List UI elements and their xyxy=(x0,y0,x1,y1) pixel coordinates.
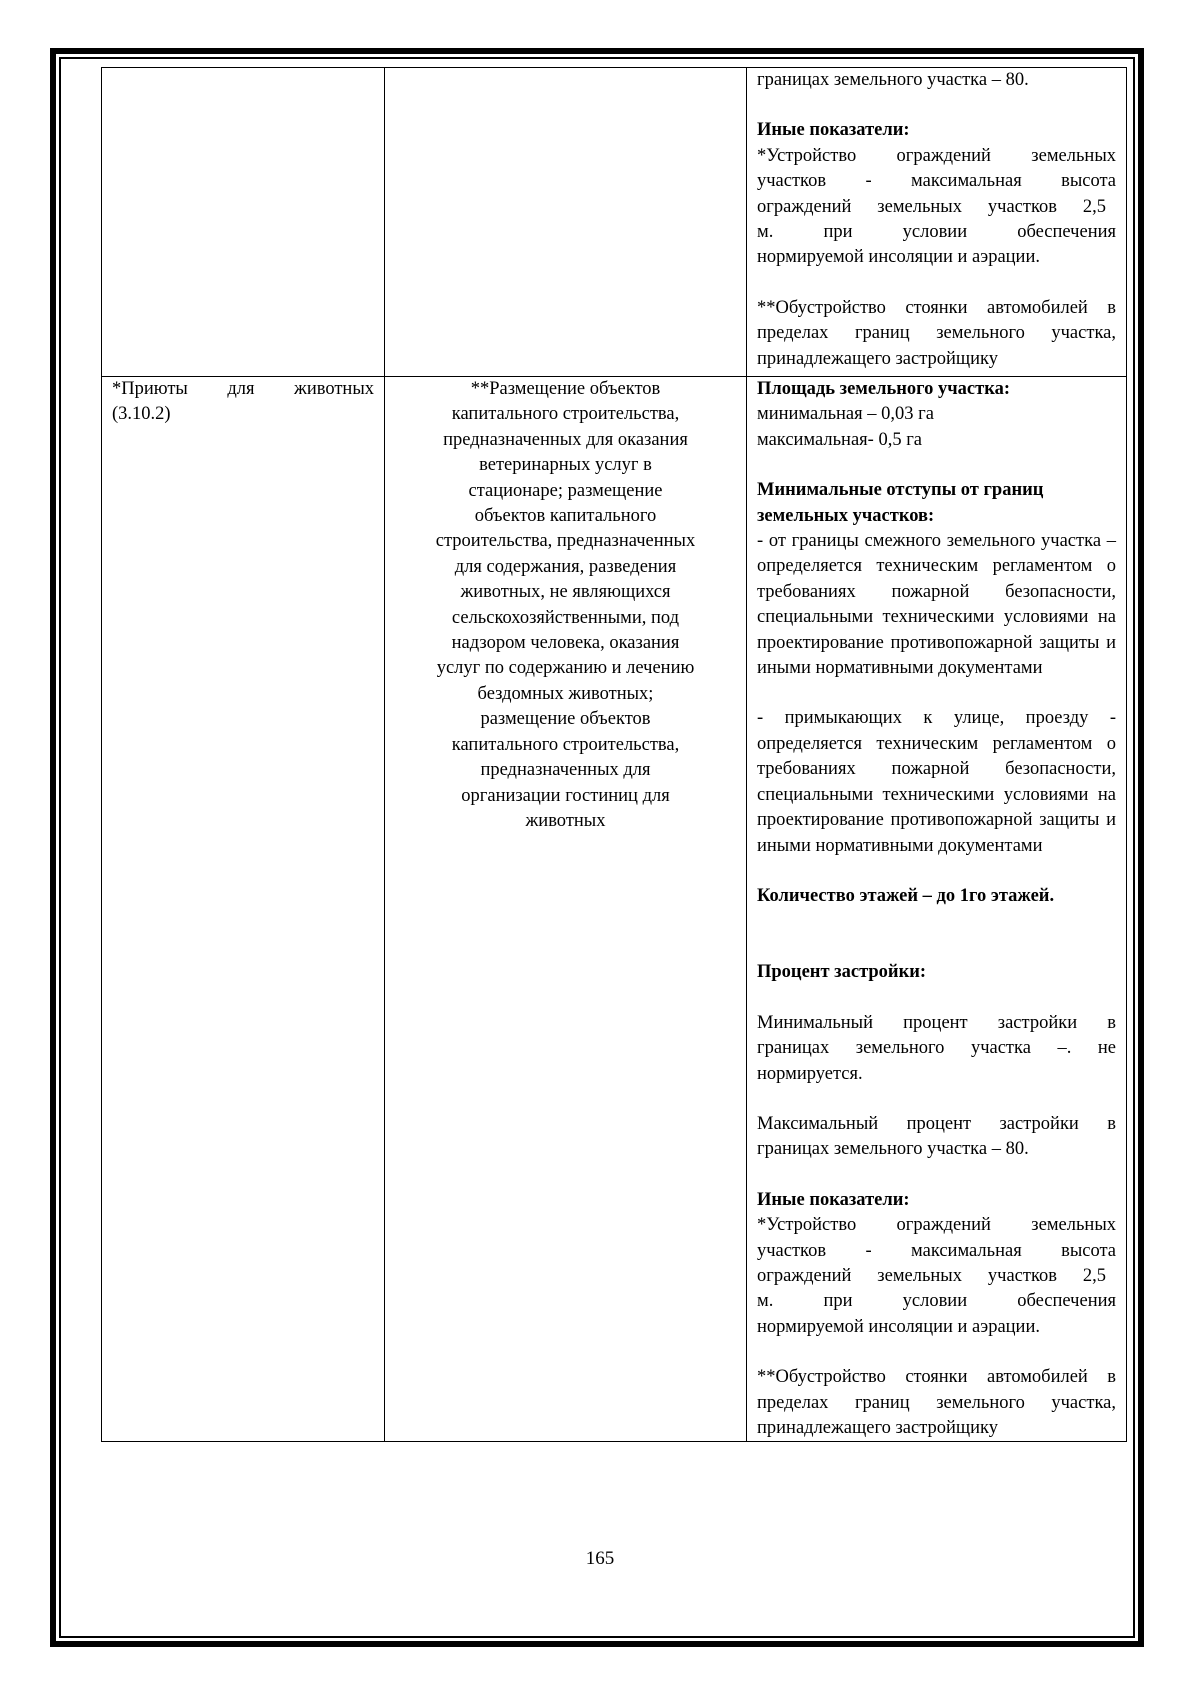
parameters-cell xyxy=(747,68,1127,377)
description-text xyxy=(395,377,736,834)
section-heading: Процент застройки: xyxy=(757,962,927,983)
build-min-text: Минимальный процент застройки в границах земельного участка –. не нормируется. xyxy=(757,1012,1116,1084)
description-line: капитального строительства, xyxy=(451,734,680,755)
description-line: предназначенных для xyxy=(480,760,651,781)
description-line: строительства, предназначенных xyxy=(435,531,696,552)
line-text: границах земельного участка – 80. xyxy=(757,70,1029,90)
table-row xyxy=(102,68,1127,377)
fence-text: *Устройство ограждений земельных участков - максимальная высота ограждений земельных участков 2,5 м. при условии обеспечения нормируемой инсоляции и аэрации. xyxy=(757,1215,1116,1337)
table-cell-empty xyxy=(102,68,385,377)
line-text: максимальная- 0,5 га xyxy=(757,429,923,450)
section-heading: Площадь земельного участка: xyxy=(757,379,1011,399)
description-line: услуг по содержанию и лечению xyxy=(436,658,695,679)
description-line: животных xyxy=(525,810,606,831)
description-line: капитального строительства, xyxy=(451,404,680,425)
setback-street-text: - примыкающих к улице, проезду - определяется техническим регламентом о требованиях пожарной безопасности, специальными техническими условиями на проектирование противопожарной защиты и иными нормативными документами xyxy=(757,708,1116,856)
section-heading: земельных участков: xyxy=(757,505,935,526)
description-line: ветеринарных услуг в xyxy=(479,455,652,476)
page-number: 165 xyxy=(585,1548,615,1569)
description-line: надзором человека, оказания xyxy=(451,633,680,654)
use-type-cell: *Приюты для животных (3.10.2) xyxy=(102,377,385,1442)
description-line: животных, не являющихся xyxy=(460,582,671,603)
fence-text: *Устройство ограждений земельных участков - максимальная высота ограждений земельных участков 2,5 м. при условии обеспечения нормируемой инсоляции и аэрации. xyxy=(757,145,1116,268)
section-heading: Иные показатели: xyxy=(757,120,910,141)
description-line: сельскохозяйственными, под xyxy=(451,607,680,628)
description-line: стационаре; размещение xyxy=(468,480,663,501)
line-text: минимальная – 0,03 га xyxy=(757,404,934,425)
setback-adjacent-text: - от границы смежного земельного участка – определяется техническим регламентом о требованиях пожарной безопасности, специальными техническими условиями на проектирование противопожарной защиты и иными нормативными документами xyxy=(757,531,1116,679)
description-line: для содержания, разведения xyxy=(454,556,677,577)
description-cell xyxy=(385,377,747,1442)
description-line: бездомных животных; xyxy=(477,683,654,704)
description-line: предназначенных для оказания xyxy=(443,429,688,450)
description-line: **Размещение объектов xyxy=(470,379,661,399)
section-heading: Минимальные отступы от границ xyxy=(757,480,1044,501)
description-line: объектов капитального xyxy=(474,506,657,527)
table-cell-empty xyxy=(385,68,747,377)
parking-text: **Обустройство стоянки автомобилей в пределах границ земельного участка, принадлежащего застройщику xyxy=(757,1367,1116,1438)
parking-text: **Обустройство стоянки автомобилей в пределах границ земельного участка, принадлежащего застройщику xyxy=(757,297,1116,369)
description-line: организации гостиниц для xyxy=(461,785,670,806)
parameters-cell xyxy=(747,377,1127,1442)
build-max-text: Максимальный процент застройки в границах земельного участка – 80. xyxy=(757,1113,1116,1160)
section-heading: Иные показатели: xyxy=(757,1189,910,1210)
floors-text: Количество этажей – до 1го этажей. xyxy=(757,885,1055,906)
land-use-table xyxy=(101,67,1127,1442)
description-line: размещение объектов xyxy=(480,709,651,730)
table-row xyxy=(102,377,1127,1442)
